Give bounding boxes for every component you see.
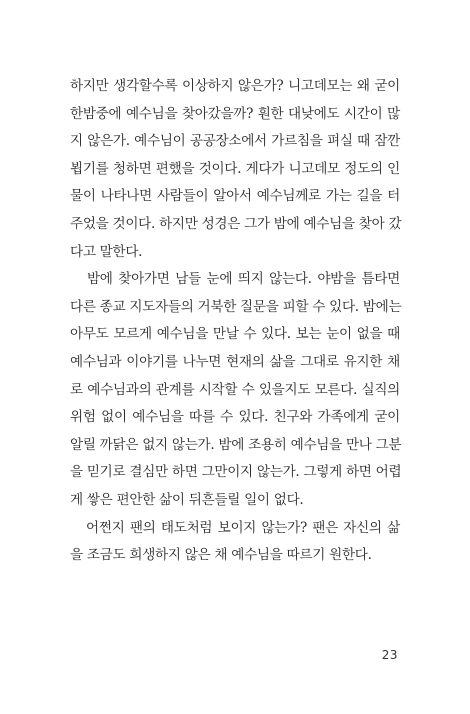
text-line: 뵙기를 청하면 편했을 것이다. 게다가 니고데모 정도의 인 [70,160,400,177]
text-line: 예수님과 이야기를 나누면 현재의 삶을 그대로 유지한 채 [70,353,400,370]
text-line: 위험 없이 예수님을 따를 수 있다. 친구와 가족에게 굳이 [70,409,400,426]
text-line: 게 쌓은 편안한 삶이 뒤흔들릴 일이 없다. [70,491,304,508]
text-line: 물이 나타나면 사람들이 알아서 예수님께로 가는 길을 터 [70,188,400,205]
text-line: 밤에 찾아가면 남들 눈에 띄지 않는다. 야밤을 틈타면 [70,271,400,288]
text-line: 아무도 모르게 예수님을 만날 수 있다. 보는 눈이 없을 때 [70,326,400,343]
text-line: 주었을 것이다. 하지만 성경은 그가 밤에 예수님을 찾아 갔 [70,215,402,232]
text-line: 지 않은가. 예수님이 공공장소에서 가르침을 펴실 때 잠깐 [70,133,400,150]
text-line: 다른 종교 지도자들의 거북한 질문을 피할 수 있다. 밤에는 [70,298,402,315]
text-line: 로 예수님과의 관계를 시작할 수 있을지도 모른다. 실직의 [70,381,400,398]
page-number: 23 [381,648,398,662]
text-line: 을 조금도 희생하지 않은 채 예수님을 따르기 원한다. [70,547,372,564]
text-line: 하지만 생각할수록 이상하지 않은가? 니고데모는 왜 굳이 [70,78,400,94]
text-line: 어쩐지 팬의 태도처럼 보이지 않는가? 팬은 자신의 삶 [70,519,400,536]
text-line: 한밤중에 예수님을 찾아갔을까? 훤한 대낮에도 시간이 많 [70,105,400,122]
text-line: 을 믿기로 결심만 하면 그만이지 않는가. 그렇게 하면 어렵 [70,464,402,481]
paragraph-2 [70,266,400,514]
paragraph-1 [70,73,400,266]
paragraph-3 [70,515,400,570]
text-line: 알릴 까닭은 없지 않는가. 밤에 조용히 예수님을 만나 그분 [70,436,402,453]
text-line: 다고 말한다. [70,243,143,260]
body-text [70,73,400,570]
